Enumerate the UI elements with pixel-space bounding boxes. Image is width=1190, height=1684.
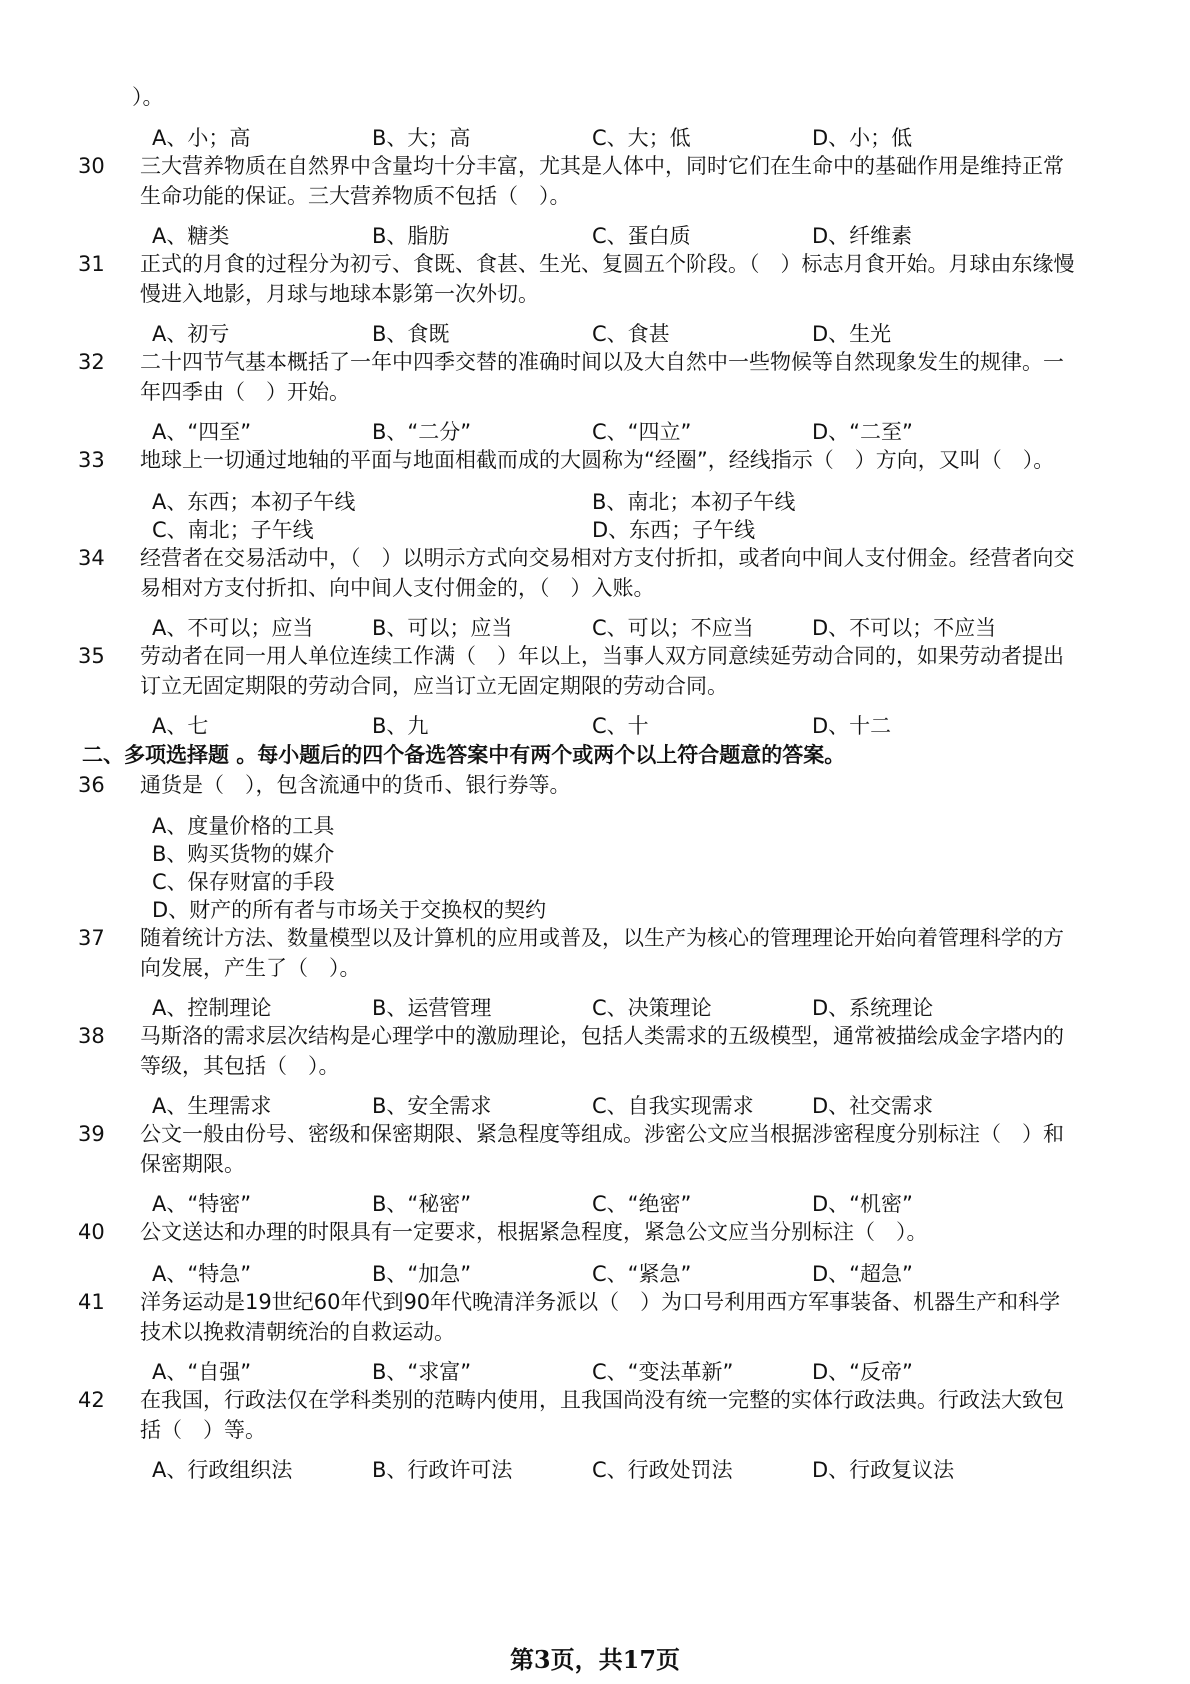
option-d: D、“二至”: [812, 420, 913, 444]
option-b: B、南北；本初子午线: [592, 490, 796, 514]
option-a: A、初亏: [152, 322, 230, 346]
option-a: A、七: [152, 714, 209, 738]
option-b: B、“秘密”: [372, 1192, 472, 1216]
page-footer: 第3页，共17页: [509, 1645, 681, 1674]
option-b: B、运营管理: [372, 996, 492, 1020]
option-c: C、“变法革新”: [592, 1360, 734, 1384]
option-c: C、保存财富的手段: [152, 870, 335, 894]
option-b: B、“求富”: [372, 1360, 472, 1384]
option-d: D、小；低: [812, 126, 913, 150]
option-d: D、行政复议法: [812, 1458, 955, 1482]
option-d: D、“超急”: [812, 1262, 913, 1286]
option-d: D、“反帝”: [812, 1360, 913, 1384]
question-text: 在我国，行政法仅在学科类别的范畴内使用，且我国尚没有统一完整的实体行政法典。行政法大致包括（ ）等。: [140, 1388, 1064, 1442]
option-b: B、脂肪: [372, 224, 450, 248]
option-a: A、行政组织法: [152, 1458, 293, 1482]
option-c: C、“四立”: [592, 420, 692, 444]
question-text: 二十四节气基本概括了一年中四季交替的准确时间以及大自然中一些物候等自然现象发生的规律。一年四季由（ ）开始。: [140, 350, 1064, 404]
question-text: 经营者在交易活动中，（ ）以明示方式向交易相对方支付折扣，或者向中间人支付佣金。经营者向交易相对方支付折扣、向中间人支付佣金的，（ ）入账。: [140, 546, 1075, 600]
option-a: A、糖类: [152, 224, 230, 248]
section-title: 二、多项选择题 。每小题后的四个备选答案中有两个或两个以上符合题意的答案。: [82, 743, 846, 767]
question-number: 40: [78, 1220, 105, 1244]
question-text: 通货是（ ），包含流通中的货币、银行券等。: [140, 773, 571, 797]
option-d: D、“机密”: [812, 1192, 913, 1216]
question-number: 41: [78, 1290, 105, 1314]
question-number: 31: [78, 252, 105, 276]
option-b: B、购买货物的媒介: [152, 842, 335, 866]
question-number: 42: [78, 1388, 105, 1412]
option-c: C、可以；不应当: [592, 616, 754, 640]
option-d: D、东西；子午线: [592, 518, 756, 542]
option-c: C、十: [592, 714, 649, 738]
option-d: D、系统理论: [812, 996, 934, 1020]
option-a: A、生理需求: [152, 1094, 272, 1118]
option-d: D、财产的所有者与市场关于交换权的契约: [152, 898, 547, 922]
option-a: A、“特急”: [152, 1262, 252, 1286]
option-c: C、“紧急”: [592, 1262, 692, 1286]
option-a: A、“四至”: [152, 420, 252, 444]
option-d: D、不可以；不应当: [812, 616, 997, 640]
option-c: C、“绝密”: [592, 1192, 692, 1216]
question-text: 马斯洛的需求层次结构是心理学中的激励理论，包括人类需求的五级模型，通常被描绘成金字塔内的等级，其包括（ ）。: [140, 1024, 1064, 1078]
option-d: D、生光: [812, 322, 892, 346]
question-number: 38: [78, 1024, 105, 1048]
question-text: 洋务运动是19世纪60年代到90年代晚清洋务派以（ ）为口号利用西方军事装备、机器生产和科学技术以挽救清朝统治的自救运动。: [140, 1290, 1061, 1344]
option-a: A、不可以；应当: [152, 616, 314, 640]
option-a: A、“特密”: [152, 1192, 252, 1216]
option-b: B、可以；应当: [372, 616, 513, 640]
question-number: 34: [78, 546, 105, 570]
option-a: A、小；高: [152, 126, 251, 150]
option-c: C、行政处罚法: [592, 1458, 733, 1482]
option-c: C、蛋白质: [592, 224, 691, 248]
question-number: 30: [78, 154, 105, 178]
question-text: 劳动者在同一用人单位连续工作满（ ）年以上，当事人双方同意续延劳动合同的，如果劳动者提出订立无固定期限的劳动合同，应当订立无固定期限的劳动合同。: [140, 644, 1064, 698]
question-number: 35: [78, 644, 105, 668]
option-b: B、行政许可法: [372, 1458, 513, 1482]
option-c: C、食甚: [592, 322, 670, 346]
question-continuation-text: ）。: [132, 85, 164, 109]
option-b: B、“加急”: [372, 1262, 472, 1286]
question-number: 33: [78, 448, 105, 472]
option-c: C、大；低: [592, 126, 691, 150]
option-d: D、社交需求: [812, 1094, 934, 1118]
question-text: 正式的月食的过程分为初亏、食既、食甚、生光、复圆五个阶段。（ ）标志月食开始。月球由东缘慢慢进入地影，月球与地球本影第一次外切。: [140, 252, 1075, 306]
option-c: C、自我实现需求: [592, 1094, 754, 1118]
option-d: D、十二: [812, 714, 892, 738]
option-a: A、度量价格的工具: [152, 814, 335, 838]
option-a: A、“自强”: [152, 1360, 252, 1384]
question-text: 公文送达和办理的时限具有一定要求，根据紧急程度，紧急公文应当分别标注（ ）。: [140, 1220, 928, 1244]
option-b: B、食既: [372, 322, 450, 346]
question-number: 37: [78, 926, 105, 950]
question-number: 39: [78, 1122, 105, 1146]
option-a: A、东西；本初子午线: [152, 490, 356, 514]
question-text: 地球上一切通过地轴的平面与地面相截而成的大圆称为“经圈”，经线指示（ ）方向，又叫（ ）。: [140, 448, 1055, 472]
question-number: 32: [78, 350, 105, 374]
option-b: B、九: [372, 714, 429, 738]
option-b: B、大；高: [372, 126, 471, 150]
question-text: 随着统计方法、数量模型以及计算机的应用或普及，以生产为核心的管理理论开始向着管理科学的方向发展，产生了（ ）。: [140, 926, 1064, 980]
option-a: A、控制理论: [152, 996, 272, 1020]
option-c: C、南北；子午线: [152, 518, 314, 542]
question-number: 36: [78, 773, 105, 797]
question-text: 公文一般由份号、密级和保密期限、紧急程度等组成。涉密公文应当根据涉密程度分别标注（ ）和保密期限。: [140, 1122, 1064, 1176]
question-text: 三大营养物质在自然界中含量均十分丰富，尤其是人体中，同时它们在生命中的基础作用是维持正常生命功能的保证。三大营养物质不包括（ ）。: [140, 154, 1064, 208]
option-b: B、安全需求: [372, 1094, 492, 1118]
option-d: D、纤维素: [812, 224, 913, 248]
option-c: C、决策理论: [592, 996, 712, 1020]
option-b: B、“二分”: [372, 420, 472, 444]
